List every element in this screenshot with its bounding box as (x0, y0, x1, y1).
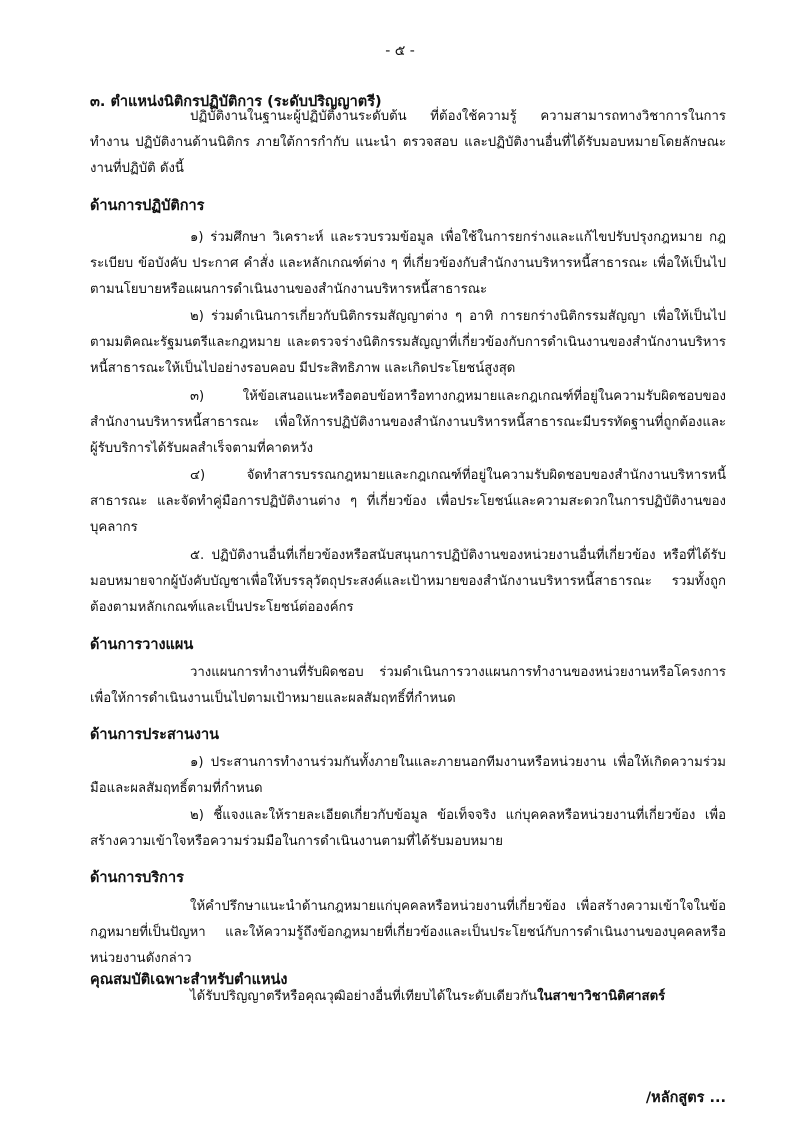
continuation-marker: /หลักสูตร ... (645, 1090, 726, 1106)
operations-item-4: ๔) จัดทำสารบรรณกฎหมายและกฎเกณฑ์ที่อยู่ในความรับผิดชอบของสำนักงานบริหารหนี้สาธารณะ และจัดทำคู่มือการปฏิบัติงานต่าง ๆ ที่เกี่ยวข้อง เพื่อประโยชน์และความสะดวกในการปฏิบัติงานของบุคลากร (90, 468, 726, 535)
qualification-field: ในสาขาวิชานิติศาสตร์ (537, 989, 666, 1004)
planning-heading: ด้านการวางแผน (90, 637, 194, 653)
operations-item-3: ๓) ให้ข้อเสนอแนะหรือตอบข้อหารือทางกฎหมายและกฎเกณฑ์ที่อยู่ในความรับผิดชอบของสำนักงานบริหารหนี้สาธารณะ เพื่อให้การปฏิบัติงานของสำนักงานบริหารหนี้สาธารณะมีบรรทัดฐานที่ถูกต้องและผู้รับบริการได้รับผลสำเร็จตามที่คาดหวัง (90, 389, 726, 456)
qualification-heading: คุณสมบัติเฉพาะสำหรับตำแหน่ง (90, 972, 288, 988)
service-heading: ด้านการบริการ (90, 870, 184, 886)
qualification-text: ได้รับปริญญาตรีหรือคุณวุฒิอย่างอื่นที่เทียบได้ในระดับเดียวกัน (190, 989, 538, 1004)
intro-paragraph: ปฏิบัติงานในฐานะผู้ปฏิบัติงานระดับต้น ที่ต้องใช้ความรู้ ความสามารถทางวิชาการในการทำงาน ปฏิบัติงานด้านนิติกร ภายใต้การกำกับ แนะนำ ตรวจสอบ และปฏิบัติงานอื่นที่ได้รับมอบหมายโดยลักษณะงานที่ปฏิบัติ ดังนี้ (90, 109, 726, 176)
page-number: - ๕ - (385, 43, 415, 59)
planning-paragraph: วางแผนการทำงานที่รับผิดชอบ ร่วมดำเนินการวางแผนการทำงานของหน่วยงานหรือโครงการ เพื่อให้การดำเนินงานเป็นไปตามเป้าหมายและผลสัมฤทธิ์ที่กำหนด (90, 665, 726, 706)
qualification-paragraph (90, 984, 726, 1010)
operations-item-1: ๑) ร่วมศึกษา วิเคราะห์ และรวบรวมข้อมูล เพื่อใช้ในการยกร่างและแก้ไขปรับปรุงกฎหมาย กฎ ระเบียบ ข้อบังคับ ประกาศ คำสั่ง และหลักเกณฑ์ต่าง ๆ ที่เกี่ยวข้องกับสำนักงานบริหารหนี้สาธารณะ เพื่อให้เป็นไปตามนโยบายหรือแผนการดำเนินงานของสำนักงานบริหารหนี้สาธารณะ (90, 230, 726, 297)
section-title: ๓. ตำแหน่งนิติกรปฏิบัติการ (ระดับปริญญาตรี) (90, 94, 382, 110)
operations-item-5: ๕. ปฏิบัติงานอื่นที่เกี่ยวข้องหรือสนับสนุนการปฏิบัติงานของหน่วยงานอื่นที่เกี่ยวข้อง หรือที่ได้รับมอบหมายจากผู้บังคับบัญชาเพื่อให้บรรลุวัตถุประสงค์และเป้าหมายของสำนักงานบริหารหนี้สาธารณะ รวมทั้งถูกต้องตามหลักเกณฑ์และเป็นประโยชน์ต่อองค์กร (90, 548, 726, 615)
coordination-heading: ด้านการประสานงาน (90, 727, 219, 743)
service-paragraph: ให้คำปรึกษาแนะนำด้านกฎหมายแก่บุคคลหรือหน่วยงานที่เกี่ยวข้อง เพื่อสร้างความเข้าใจในข้อกฎหมายที่เป็นปัญหา และให้ความรู้ถึงข้อกฎหมายที่เกี่ยวข้องและเป็นประโยชน์กับการดำเนินงานของบุคคลหรือหน่วยงานดังกล่าว (90, 899, 726, 966)
coordination-item-2: ๒) ชี้แจงและให้รายละเอียดเกี่ยวกับข้อมูล ข้อเท็จจริง แก่บุคคลหรือหน่วยงานที่เกี่ยวข้อง เพื่อสร้างความเข้าใจหรือความร่วมมือในการดำเนินงานตามที่ได้รับมอบหมาย (90, 808, 726, 849)
coordination-item-1: ๑) ประสานการทำงานร่วมกันทั้งภายในและภายนอกทีมงานหรือหน่วยงาน เพื่อให้เกิดความร่วมมือและผลสัมฤทธิ์ตามที่กำหนด (90, 755, 726, 796)
operations-heading: ด้านการปฏิบัติการ (90, 198, 205, 214)
operations-item-2: ๒) ร่วมดำเนินการเกี่ยวกับนิติกรรมสัญญาต่าง ๆ อาทิ การยกร่างนิติกรรมสัญญา เพื่อให้เป็นไปตามมติคณะรัฐมนตรีและกฎหมาย และตรวจร่างนิติกรรมสัญญาที่เกี่ยวข้องกับการดำเนินงานของสำนักงานบริหารหนี้สาธารณะให้เป็นไปอย่างรอบคอบ มีประสิทธิภาพ และเกิดประโยชน์สูงสุด (90, 309, 726, 376)
